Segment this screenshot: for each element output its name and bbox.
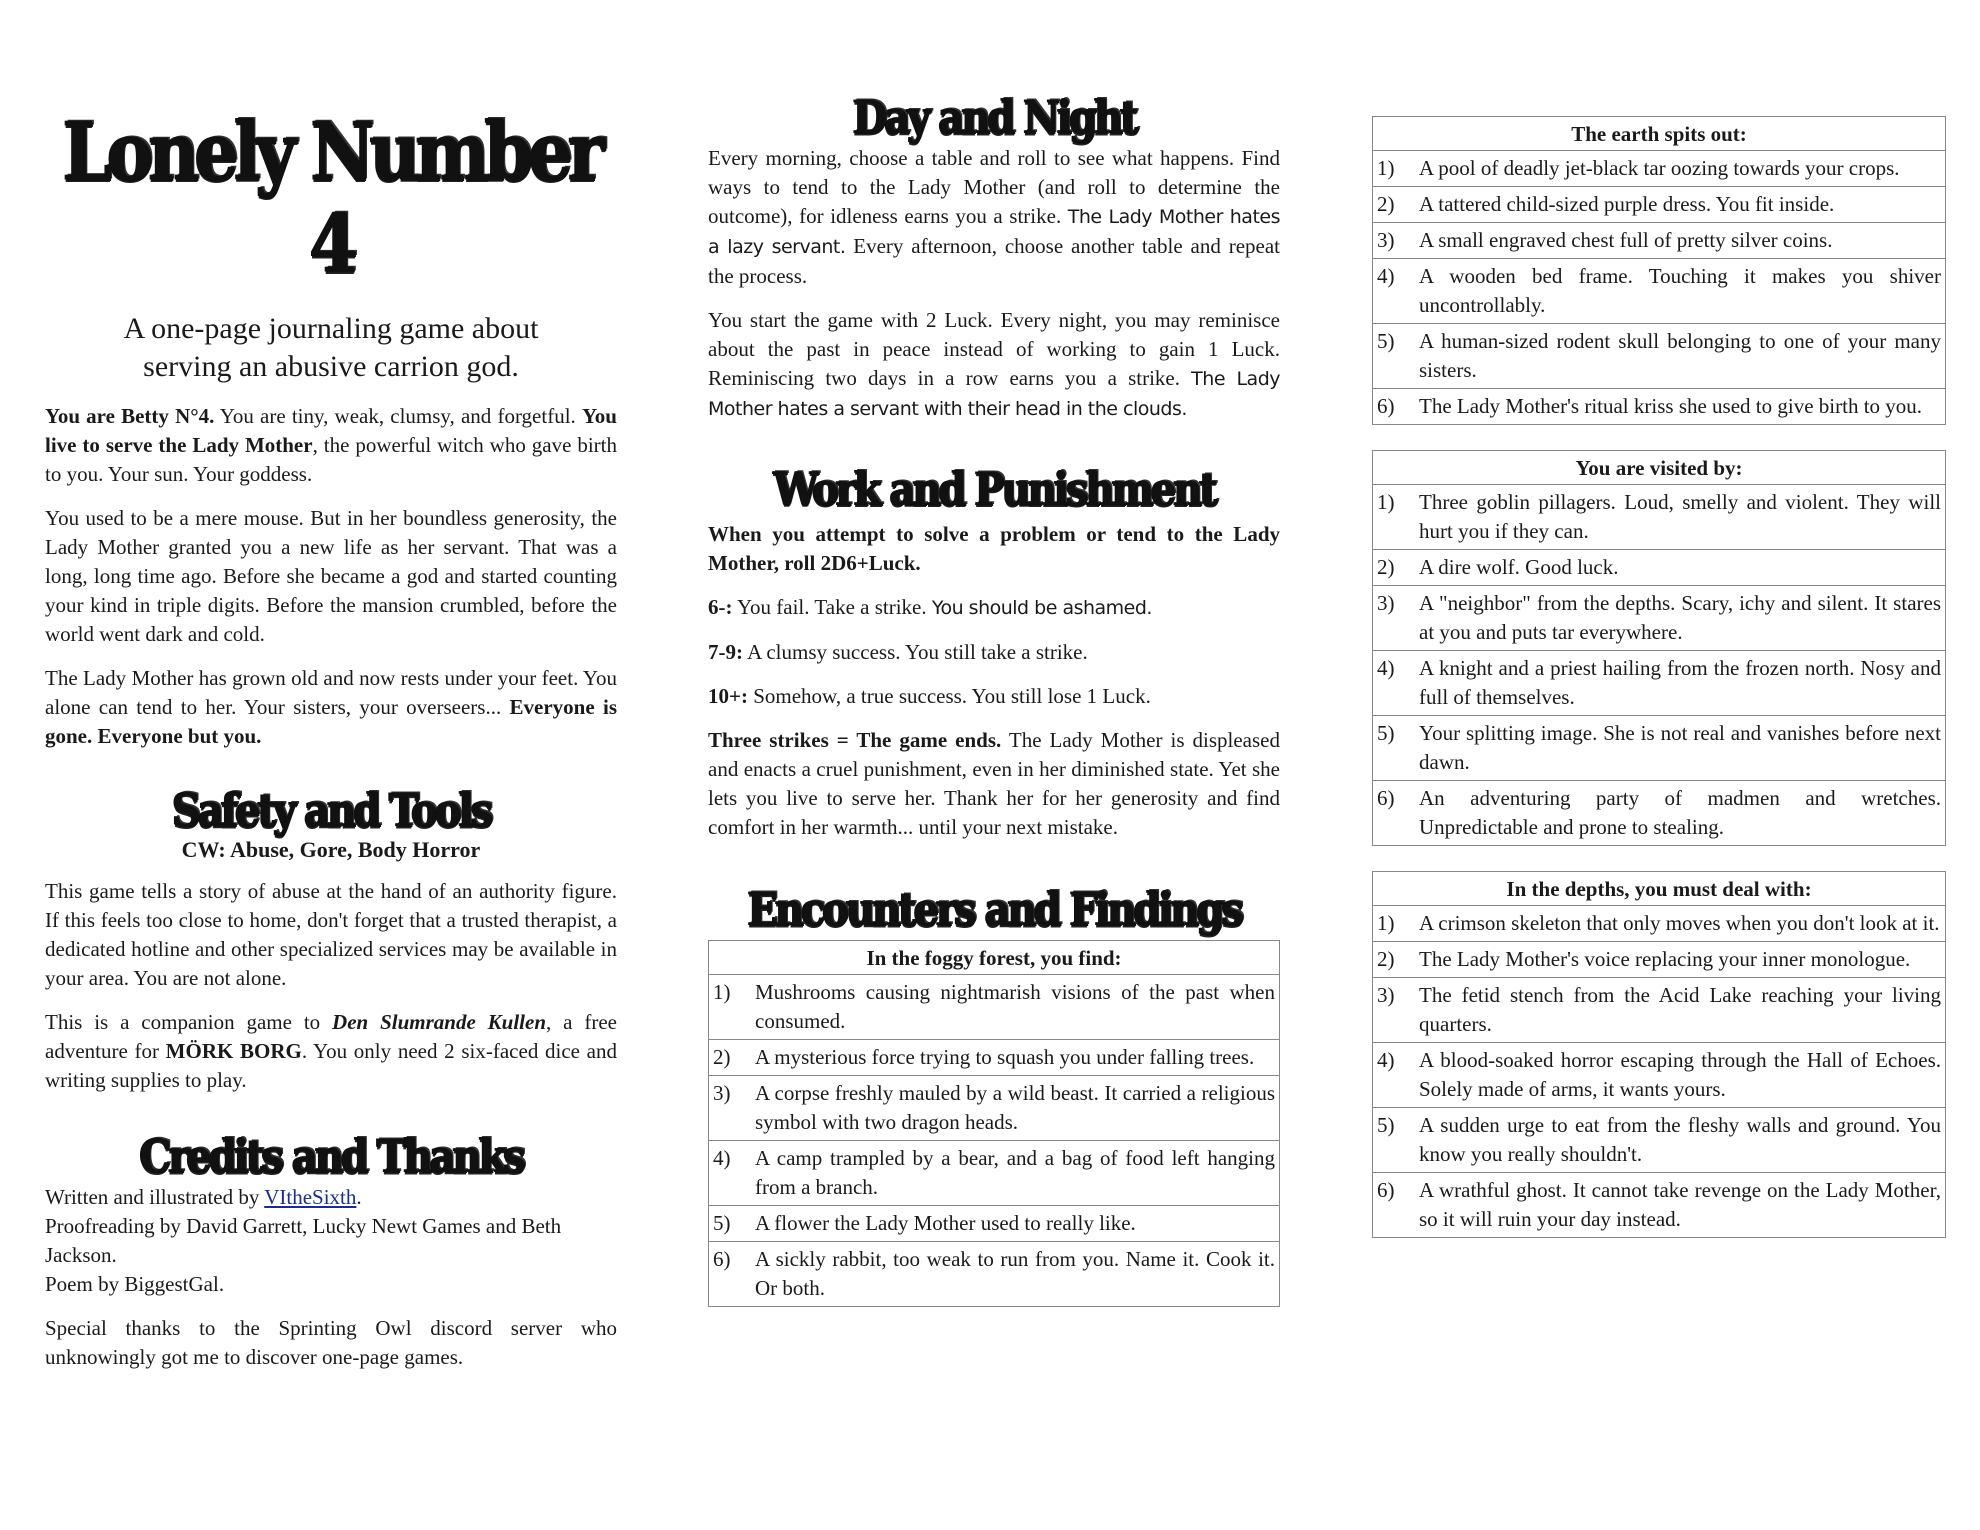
- row-number: 1): [1373, 485, 1416, 550]
- day-paragraph-1: [708, 144, 1280, 291]
- row-text: A pool of deadly jet-black tar oozing towards your crops.: [1415, 151, 1946, 187]
- strikes-text: The Lady Mother is displeased and enacts a cruel punishment, even in her diminished state. Yet she lets you live to serve her. Thank her for her generosity and find comfort in her warmth... until your next mistake.: [708, 728, 1280, 839]
- present-paragraph: [45, 664, 617, 751]
- row-text: The Lady Mother's ritual kriss she used to give birth to you.: [1415, 389, 1946, 425]
- row-text: The Lady Mother's voice replacing your inner monologue.: [1415, 942, 1946, 978]
- companion-paragraph: [45, 1008, 617, 1095]
- intro-paragraph: [45, 402, 617, 489]
- table-row: [1373, 978, 1946, 1043]
- row-text: A wooden bed frame. Touching it makes you shiver uncontrollably.: [1415, 259, 1946, 324]
- table-row: [709, 1206, 1280, 1242]
- table-row: [1373, 1043, 1946, 1108]
- day-text-2: Every afternoon, choose another table and repeat the process.: [708, 234, 1280, 288]
- row-text: A human-sized rodent skull belonging to one of your many sisters.: [1415, 324, 1946, 389]
- row-number: 5): [709, 1206, 752, 1242]
- row-text: A knight and a priest hailing from the frozen north. Nosy and full of themselves.: [1415, 651, 1946, 716]
- row-text: Your splitting image. She is not real and vanishes before next dawn.: [1415, 716, 1946, 781]
- result-partial-text: A clumsy success. You still take a strike.: [743, 640, 1088, 664]
- visited-table: [1372, 450, 1946, 846]
- row-number: 4): [709, 1141, 752, 1206]
- mork-borg-name: MÖRK BORG: [165, 1039, 302, 1063]
- present-text: The Lady Mother has grown old and now rests under your feet. You alone can tend to her. Your sisters, your overseers...: [45, 666, 617, 719]
- strikes-bold: Three strikes = The game ends.: [708, 728, 1002, 752]
- depths-table: [1372, 871, 1946, 1238]
- table-row: [1373, 187, 1946, 223]
- row-text: A sickly rabbit, too weak to run from you. Name it. Cook it. Or both.: [751, 1242, 1280, 1307]
- encounters-title: Encounters and Findings: [747, 882, 1241, 937]
- subtitle-line-1: A one-page journaling game about: [123, 312, 539, 345]
- table-row: [1373, 942, 1946, 978]
- left-column: [45, 0, 617, 1387]
- earth-table-header: The earth spits out:: [1373, 117, 1946, 151]
- row-number: 4): [1373, 1043, 1416, 1108]
- table-row: [1373, 1173, 1946, 1238]
- intro-bold-1: You are Betty N°4.: [45, 404, 215, 428]
- work-punishment-title: Work and Punishment: [773, 462, 1215, 517]
- row-text: A camp trampled by a bear, and a bag of food left hanging from a branch.: [751, 1141, 1280, 1206]
- forest-table: [708, 940, 1280, 1307]
- day-night-title: Day and Night: [852, 90, 1136, 145]
- row-number: 6): [709, 1242, 752, 1307]
- credits-written: [45, 1183, 617, 1212]
- row-number: 5): [1373, 716, 1416, 781]
- table-row: [1373, 651, 1946, 716]
- middle-column: [708, 0, 1280, 1307]
- day-paragraph-2: [708, 306, 1280, 424]
- table-row: [1373, 550, 1946, 586]
- row-text: A blood-soaked horror escaping through the Hall of Echoes. Solely made of arms, it wants yours.: [1415, 1043, 1946, 1108]
- table-row: [709, 1040, 1280, 1076]
- result-success-range: 10+:: [708, 684, 748, 708]
- companion-text-1: This is a companion game to: [45, 1010, 333, 1034]
- table-row: [709, 1076, 1280, 1141]
- intro-bold-2: You live to serve the Lady Mother: [45, 404, 617, 457]
- row-text: A crimson skeleton that only moves when you don't look at it.: [1415, 906, 1946, 942]
- row-number: 2): [1373, 187, 1416, 223]
- forest-table-header: In the foggy forest, you find:: [709, 941, 1280, 975]
- table-row: [1373, 906, 1946, 942]
- row-text: A "neighbor" from the depths. Scary, ichy and silent. It stares at you and puts tar everywhere.: [1415, 586, 1946, 651]
- row-text: A tattered child-sized purple dress. You fit inside.: [1415, 187, 1946, 223]
- row-text: A sudden urge to eat from the fleshy walls and ground. You know you really shouldn't.: [1415, 1108, 1946, 1173]
- row-number: 6): [1373, 389, 1416, 425]
- table-row: [709, 1141, 1280, 1206]
- table-row: [1373, 1108, 1946, 1173]
- credits-title: Credits and Thanks: [139, 1129, 523, 1184]
- earth-table: [1372, 116, 1946, 425]
- row-number: 3): [709, 1076, 752, 1141]
- result-success: [708, 682, 1280, 711]
- row-number: 1): [1373, 906, 1416, 942]
- subtitle-line-2: serving an abusive carrion god.: [143, 350, 519, 383]
- row-number: 5): [1373, 324, 1416, 389]
- work-intro-bold: When you attempt to solve a problem or tend to the Lady Mother, roll 2D6+Luck.: [708, 522, 1280, 575]
- companion-text-3: . You only need 2 six-faced dice and writing supplies to play.: [45, 1039, 618, 1092]
- result-partial: [708, 638, 1280, 667]
- head-in-clouds-scrawl: The Lady Mother hates a servant with their head in the clouds.: [708, 368, 1280, 420]
- result-fail: [708, 593, 1280, 623]
- game-title: Lonely Number 4: [62, 103, 600, 292]
- safety-paragraph: This game tells a story of abuse at the hand of an authority figure. If this feels too close to home, don't forget that a trusted therapist, a dedicated hotline and other specialized services may be available in your area. You are not alone.: [45, 879, 617, 990]
- row-text: A mysterious force trying to squash you under falling trees.: [751, 1040, 1280, 1076]
- row-number: 4): [1373, 259, 1416, 324]
- credits-written-suffix: .: [356, 1185, 362, 1209]
- work-intro: [708, 520, 1280, 578]
- table-row: [1373, 259, 1946, 324]
- row-number: 4): [1373, 651, 1416, 716]
- table-row: [709, 975, 1280, 1040]
- result-fail-range: 6-:: [708, 595, 733, 619]
- credits-poem: Poem by BiggestGal.: [45, 1272, 225, 1296]
- companion-game-name: Den Slumrande Kullen: [332, 1010, 547, 1034]
- table-row: [1373, 324, 1946, 389]
- credits-proofreading: Proofreading by David Garrett, Lucky Newt Games and Beth Jackson.: [45, 1214, 562, 1267]
- row-number: 1): [1373, 151, 1416, 187]
- credits-written-prefix: Written and illustrated by: [45, 1185, 265, 1209]
- companion-text-2: , a free adventure for: [45, 1010, 617, 1063]
- row-text: An adventuring party of madmen and wretches. Unpredictable and prone to stealing.: [1415, 781, 1946, 846]
- intro-text-1: You are tiny, weak, clumsy, and forgetful.: [214, 404, 582, 428]
- right-column: [1372, 0, 1946, 1238]
- safety-title: Safety and Tools: [171, 783, 491, 838]
- backstory-paragraph: You used to be a mere mouse. But in her boundless generosity, the Lady Mother granted you a new life as her servant. That was a long, long time ago. Before she became a god and started counting your kind in triple digits. Before the mansion crumbled, before the world went dark and cold.: [45, 506, 617, 646]
- result-fail-text: You fail. Take a strike.: [732, 595, 932, 619]
- row-text: Mushrooms causing nightmarish visions of the past when consumed.: [751, 975, 1280, 1040]
- intro-text-2: , the powerful witch who gave birth to you. Your sun. Your goddess.: [45, 433, 617, 486]
- row-number: 3): [1373, 223, 1416, 259]
- table-row: [1373, 716, 1946, 781]
- visited-table-header: You are visited by:: [1373, 451, 1946, 485]
- row-text: A flower the Lady Mother used to really like.: [751, 1206, 1280, 1242]
- table-row: [1373, 389, 1946, 425]
- row-number: 2): [1373, 942, 1416, 978]
- table-row: [1373, 485, 1946, 550]
- row-text: The fetid stench from the Acid Lake reaching your living quarters.: [1415, 978, 1946, 1043]
- result-success-text: Somehow, a true success. You still lose 1 Luck.: [747, 684, 1151, 708]
- table-row: [1373, 223, 1946, 259]
- game-subtitle: [45, 310, 617, 386]
- table-row: [1373, 586, 1946, 651]
- row-number: 6): [1373, 781, 1416, 846]
- present-bold: Everyone is gone. Everyone but you.: [45, 695, 617, 748]
- row-number: 3): [1373, 586, 1416, 651]
- row-number: 6): [1373, 1173, 1416, 1238]
- day-text-1: Every morning, choose a table and roll to see what happens. Find ways to tend to the Lady Mother (and roll to determine the outcome), for idleness earns you a strike.: [708, 146, 1280, 228]
- row-number: 2): [709, 1040, 752, 1076]
- credits-block: [45, 1183, 617, 1299]
- lazy-servant-scrawl: The Lady Mother hates a lazy servant.: [708, 206, 1280, 258]
- author-link[interactable]: VItheSixth: [264, 1185, 357, 1209]
- row-number: 1): [709, 975, 752, 1040]
- row-number: 2): [1373, 550, 1416, 586]
- table-row: [1373, 151, 1946, 187]
- result-partial-range: 7-9:: [708, 640, 743, 664]
- table-row: [1373, 781, 1946, 846]
- ashamed-scrawl: You should be ashamed.: [931, 597, 1152, 619]
- row-text: A small engraved chest full of pretty silver coins.: [1415, 223, 1946, 259]
- depths-table-header: In the depths, you must deal with:: [1373, 872, 1946, 906]
- strikes-paragraph: [708, 726, 1280, 842]
- row-text: A dire wolf. Good luck.: [1415, 550, 1946, 586]
- table-row: [709, 1242, 1280, 1307]
- luck-text: You start the game with 2 Luck. Every night, you may reminisce about the past in peace instead of working to gain 1 Luck. Reminiscing two days in a row earns you a strike.: [708, 308, 1280, 390]
- row-text: A wrathful ghost. It cannot take revenge on the Lady Mother, so it will ruin your day instead.: [1415, 1173, 1946, 1238]
- row-number: 3): [1373, 978, 1416, 1043]
- row-text: Three goblin pillagers. Loud, smelly and violent. They will hurt you if they can.: [1415, 485, 1946, 550]
- content-warning: CW: Abuse, Gore, Body Horror: [181, 837, 481, 862]
- row-number: 5): [1373, 1108, 1416, 1173]
- row-text: A corpse freshly mauled by a wild beast. It carried a religious symbol with two dragon heads.: [751, 1076, 1280, 1141]
- thanks-paragraph: Special thanks to the Sprinting Owl discord server who unknowingly got me to discover one-page games.: [45, 1316, 617, 1369]
